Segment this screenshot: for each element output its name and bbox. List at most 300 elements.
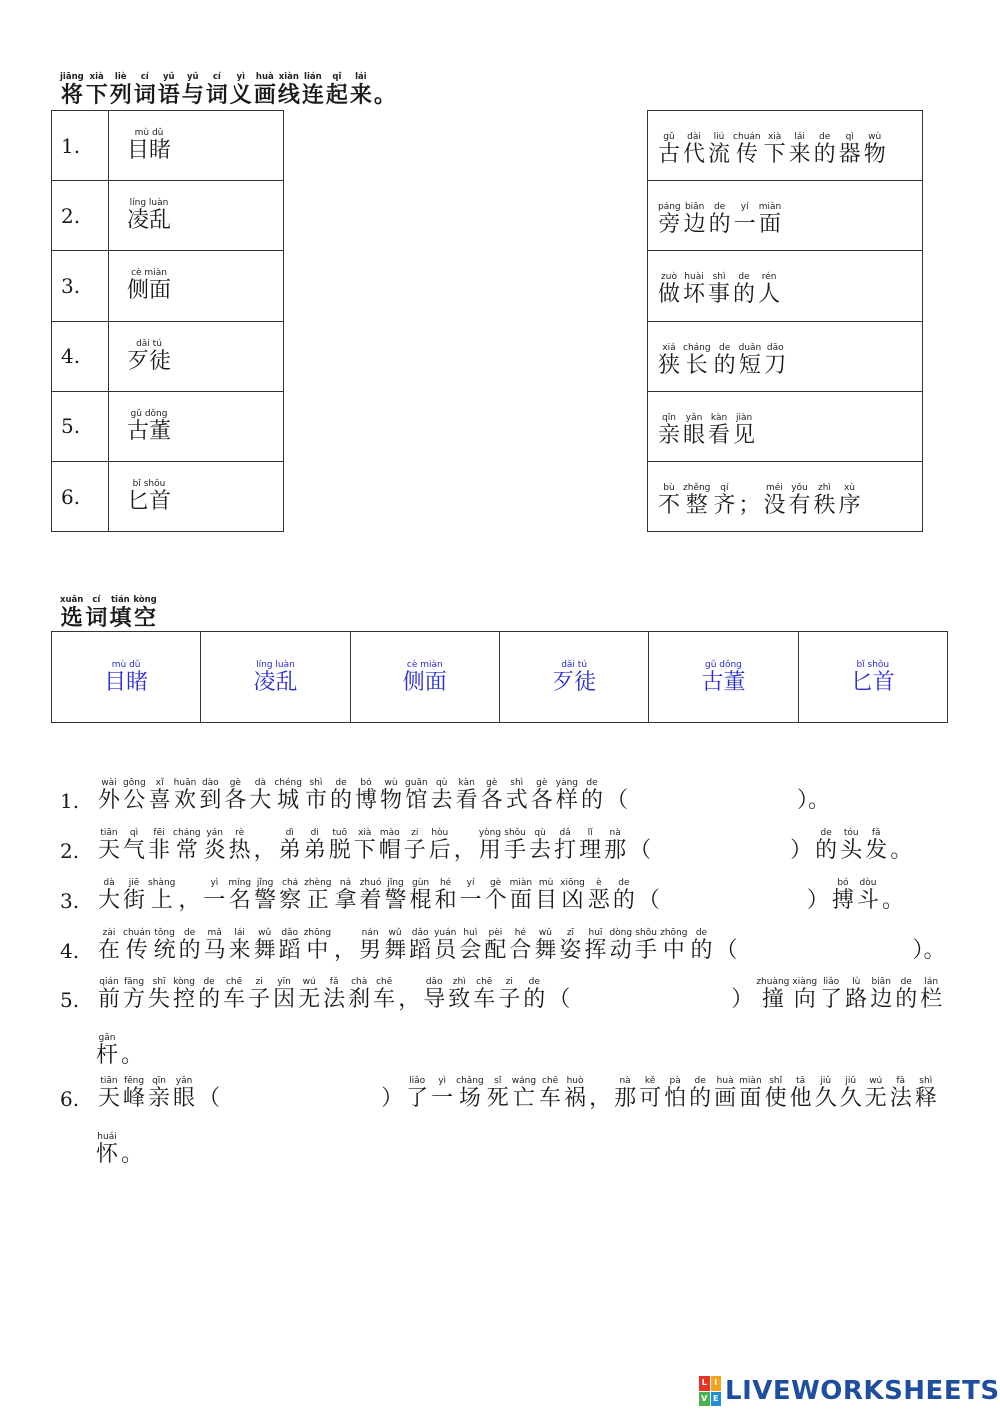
pinyin: miàn bbox=[739, 1076, 762, 1086]
answer-blank[interactable]: （ bbox=[548, 987, 571, 1012]
pinyin: xiàng bbox=[792, 977, 818, 987]
pinyin: lián bbox=[304, 72, 322, 82]
ruby-char bbox=[374, 72, 396, 107]
ruby-char bbox=[230, 72, 252, 107]
hanzi: 死 bbox=[486, 1086, 509, 1111]
hanzi: ， bbox=[334, 938, 357, 963]
ruby-char bbox=[857, 878, 879, 913]
hanzi: 空 bbox=[134, 605, 157, 631]
hanzi: 法 bbox=[889, 1086, 912, 1111]
ruby-char bbox=[683, 343, 711, 378]
term-row[interactable] bbox=[52, 251, 284, 321]
definition-cell bbox=[648, 251, 923, 321]
pinyin: qīn bbox=[662, 412, 676, 423]
hanzi: 去 bbox=[529, 838, 552, 863]
hanzi: 见 bbox=[733, 422, 756, 448]
hanzi: 歹徒 bbox=[552, 669, 597, 695]
term-cell bbox=[109, 181, 284, 251]
pinyin: xù bbox=[843, 483, 855, 494]
hanzi: 语 bbox=[157, 82, 180, 108]
hanzi: 舞 bbox=[253, 938, 276, 963]
pinyin: pèi bbox=[488, 928, 503, 938]
ruby-char bbox=[373, 977, 395, 1012]
term-word bbox=[127, 128, 171, 163]
ruby-char bbox=[149, 778, 171, 813]
hanzi: 车 bbox=[539, 1086, 562, 1111]
ruby-char bbox=[360, 878, 382, 913]
pinyin: kàn bbox=[710, 412, 728, 423]
pinyin: pà bbox=[669, 1076, 681, 1086]
hanzi: 市 bbox=[304, 788, 327, 813]
ruby-char bbox=[581, 778, 603, 813]
pinyin: chē bbox=[376, 977, 393, 987]
pinyin: cí bbox=[92, 595, 101, 605]
pinyin: dǎo bbox=[281, 928, 299, 938]
pinyin: miàn bbox=[758, 202, 782, 213]
pinyin: liè bbox=[114, 72, 127, 82]
hanzi: 发 bbox=[865, 838, 888, 863]
definition-cell bbox=[648, 111, 923, 181]
term-row[interactable] bbox=[52, 181, 284, 251]
pinyin: tǒng bbox=[154, 928, 175, 938]
pinyin: jiǔ bbox=[845, 1076, 857, 1086]
ruby-char bbox=[110, 72, 132, 107]
bank-word bbox=[253, 660, 297, 695]
pinyin: chē bbox=[476, 977, 493, 987]
sentence-5 bbox=[60, 977, 942, 1012]
hanzi: 前 bbox=[98, 987, 121, 1012]
ruby-char bbox=[123, 928, 151, 963]
ruby-char bbox=[60, 72, 84, 107]
ruby-char bbox=[733, 413, 755, 448]
hanzi: 目睹 bbox=[127, 138, 172, 164]
ruby-char bbox=[882, 878, 904, 913]
ruby-char bbox=[840, 828, 862, 863]
hanzi: 弟 bbox=[278, 838, 301, 863]
pinyin: yì bbox=[210, 878, 219, 888]
term-row[interactable] bbox=[52, 321, 284, 391]
pinyin: jiē bbox=[128, 878, 140, 888]
hanzi: 上 bbox=[150, 888, 173, 913]
hanzi: 的 bbox=[815, 838, 838, 863]
term-row[interactable] bbox=[52, 111, 284, 181]
hanzi: 凌乱 bbox=[127, 208, 172, 234]
hanzi: 。 bbox=[121, 1043, 144, 1068]
pinyin: xiá bbox=[662, 342, 676, 353]
ruby-char bbox=[658, 413, 680, 448]
bank-word bbox=[403, 660, 447, 695]
pinyin: shǐ bbox=[769, 1076, 783, 1086]
hanzi: 久 bbox=[839, 1086, 862, 1111]
pinyin: dǎ bbox=[559, 828, 571, 838]
hanzi: 法 bbox=[323, 987, 346, 1012]
ruby-char bbox=[298, 977, 320, 1012]
sentence-number: 4. bbox=[60, 939, 80, 963]
pinyin: jiǔ bbox=[820, 1076, 832, 1086]
pinyin: yí bbox=[466, 878, 475, 888]
ruby-char bbox=[385, 878, 407, 913]
hanzi: 人 bbox=[758, 282, 781, 308]
hanzi: 欢 bbox=[173, 788, 196, 813]
ruby-char bbox=[123, 778, 146, 813]
ruby-char bbox=[384, 928, 406, 963]
ruby-char bbox=[206, 72, 228, 107]
pinyin: zài bbox=[102, 928, 116, 938]
ruby-char bbox=[173, 977, 195, 1012]
ruby-char bbox=[60, 595, 83, 630]
hanzi: 棍 bbox=[409, 888, 432, 913]
hanzi: 那 bbox=[614, 1086, 637, 1111]
pinyin: ná bbox=[339, 878, 352, 888]
pinyin: hòu bbox=[431, 828, 449, 838]
pinyin: jǐng bbox=[256, 878, 274, 888]
ruby-char bbox=[121, 1132, 143, 1167]
hanzi: 古董 bbox=[701, 669, 746, 695]
pinyin: xià bbox=[358, 828, 372, 838]
pinyin: qì bbox=[129, 828, 139, 838]
answer-blank[interactable]: （ bbox=[198, 1086, 221, 1111]
ruby-char bbox=[223, 977, 245, 1012]
ruby-char bbox=[792, 977, 817, 1012]
ruby-char bbox=[635, 928, 657, 963]
pinyin: de bbox=[738, 272, 750, 283]
hanzi: 因 bbox=[273, 987, 296, 1012]
pinyin: gùn bbox=[411, 878, 430, 888]
hanzi: 搏 bbox=[831, 888, 854, 913]
hanzi: 员 bbox=[434, 938, 457, 963]
hanzi: 来 bbox=[788, 142, 811, 168]
pinyin: méi bbox=[766, 483, 783, 494]
sentence-text bbox=[98, 977, 942, 1012]
pinyin: de bbox=[528, 977, 540, 987]
pinyin: bǐ shǒu bbox=[856, 659, 890, 670]
ruby-char bbox=[355, 778, 377, 813]
definition-row[interactable] bbox=[648, 251, 923, 321]
ruby-char bbox=[350, 72, 372, 107]
pinyin: dǎo bbox=[425, 977, 443, 987]
hanzi: 炎 bbox=[203, 838, 226, 863]
ruby-char bbox=[484, 928, 506, 963]
ruby-char bbox=[98, 1076, 120, 1111]
sentence-2 bbox=[60, 828, 912, 863]
pinyin: qì bbox=[845, 132, 854, 143]
hanzi: 可 bbox=[639, 1086, 662, 1111]
word-bank-option[interactable] bbox=[649, 632, 798, 723]
ruby-char bbox=[815, 828, 837, 863]
pinyin: cí bbox=[140, 72, 149, 82]
ruby-char bbox=[229, 928, 251, 963]
ruby-char bbox=[683, 413, 705, 448]
definition-text bbox=[658, 483, 861, 518]
word-bank-option[interactable] bbox=[52, 632, 201, 723]
hanzi: 路 bbox=[845, 987, 868, 1012]
term-number: 5. bbox=[52, 391, 109, 461]
pinyin: huà bbox=[716, 1076, 734, 1086]
pinyin: huà bbox=[255, 72, 274, 82]
pinyin: shì bbox=[309, 778, 323, 788]
pinyin: kòng bbox=[133, 595, 157, 605]
hanzi: 来 bbox=[349, 82, 372, 108]
pinyin: zhì bbox=[818, 483, 831, 494]
hanzi: 一 bbox=[431, 1086, 454, 1111]
pinyin: yí bbox=[740, 202, 749, 213]
hanzi: 流 bbox=[708, 142, 731, 168]
hanzi: 词 bbox=[133, 82, 156, 108]
ruby-char bbox=[584, 928, 606, 963]
ruby-char bbox=[734, 202, 756, 237]
ruby-char bbox=[815, 1076, 837, 1111]
term-number: 3. bbox=[52, 251, 109, 321]
ruby-char bbox=[639, 1076, 661, 1111]
pinyin: sǐ bbox=[494, 1076, 502, 1086]
hanzi: ） bbox=[381, 1086, 404, 1111]
pinyin: cè miàn bbox=[406, 659, 443, 670]
sentence-3 bbox=[60, 878, 904, 913]
pinyin: lái bbox=[355, 72, 367, 82]
definition-row[interactable] bbox=[648, 181, 923, 251]
pinyin: cháng bbox=[683, 342, 711, 353]
pinyin: zhěng bbox=[683, 483, 711, 494]
word-bank-option[interactable] bbox=[798, 632, 947, 723]
pinyin: xiàn bbox=[278, 72, 299, 82]
word-bank-option[interactable] bbox=[350, 632, 499, 723]
hanzi: 弟 bbox=[303, 838, 326, 863]
word-bank-option[interactable] bbox=[499, 632, 648, 723]
pinyin: lái bbox=[794, 132, 805, 143]
term-cell bbox=[109, 461, 284, 531]
ruby-char bbox=[199, 778, 221, 813]
pinyin: zi bbox=[505, 977, 513, 987]
ruby-char bbox=[148, 878, 175, 913]
hanzi: 长 bbox=[685, 352, 708, 378]
hanzi: 无 bbox=[298, 987, 321, 1012]
pinyin: de bbox=[819, 132, 831, 143]
hanzi: 样 bbox=[555, 788, 578, 813]
ruby-char bbox=[814, 132, 836, 167]
ruby-char bbox=[865, 828, 887, 863]
pinyin: jiàn bbox=[735, 412, 753, 423]
term-cell bbox=[109, 391, 284, 461]
ruby-char bbox=[790, 1076, 812, 1111]
pinyin: nà bbox=[609, 828, 621, 838]
hanzi: 做 bbox=[658, 282, 681, 308]
ruby-char bbox=[684, 202, 706, 237]
ruby-char bbox=[763, 483, 785, 518]
hanzi: 传 bbox=[125, 938, 148, 963]
term-row[interactable] bbox=[52, 461, 284, 531]
logo-badge-i: I bbox=[711, 1376, 722, 1391]
pinyin: qián bbox=[99, 977, 119, 987]
ruby-char bbox=[304, 828, 326, 863]
liveworksheets-logo bbox=[699, 1376, 1000, 1406]
hanzi: 致 bbox=[448, 987, 471, 1012]
bank-word bbox=[851, 660, 895, 695]
hanzi: 蹈 bbox=[278, 938, 301, 963]
ruby-char bbox=[431, 778, 453, 813]
hanzi: ， bbox=[589, 1086, 612, 1111]
hanzi: 的 bbox=[813, 142, 836, 168]
pinyin: tiān bbox=[100, 828, 118, 838]
answer-blank[interactable]: （ bbox=[606, 788, 629, 813]
ruby-char bbox=[738, 483, 760, 518]
ruby-char bbox=[832, 878, 854, 913]
ruby-char bbox=[915, 1076, 937, 1111]
hanzi: 车 bbox=[473, 987, 496, 1012]
hanzi: 理 bbox=[579, 838, 602, 863]
ruby-char bbox=[790, 828, 812, 863]
hanzi: 代 bbox=[683, 142, 706, 168]
ruby-char bbox=[248, 977, 270, 1012]
pinyin: dào bbox=[201, 778, 219, 788]
answer-blank[interactable]: （ bbox=[715, 938, 738, 963]
definition-text bbox=[658, 132, 886, 167]
answer-blank[interactable]: （ bbox=[629, 838, 652, 863]
hanzi: ） bbox=[806, 888, 829, 913]
pinyin: fēi bbox=[153, 828, 165, 838]
hanzi: 的 bbox=[198, 987, 221, 1012]
pinyin: qí bbox=[720, 483, 729, 494]
hanzi: 车 bbox=[373, 987, 396, 1012]
pinyin: qù bbox=[534, 828, 546, 838]
hanzi: 了 bbox=[820, 987, 843, 1012]
ruby-char bbox=[454, 828, 476, 863]
hanzi: 看 bbox=[708, 422, 731, 448]
answer-blank[interactable]: （ bbox=[637, 888, 660, 913]
ruby-char bbox=[109, 595, 131, 630]
pinyin: huān bbox=[173, 778, 197, 788]
definition-row[interactable] bbox=[648, 111, 923, 181]
hanzi: 目 bbox=[535, 888, 558, 913]
hanzi: 车 bbox=[223, 987, 246, 1012]
ruby-char bbox=[381, 1076, 403, 1111]
ruby-char bbox=[579, 828, 601, 863]
pinyin: shì bbox=[510, 778, 524, 788]
hanzi: 事 bbox=[708, 282, 731, 308]
hanzi: 线 bbox=[277, 82, 300, 108]
pinyin: huì bbox=[463, 928, 478, 938]
ruby-char bbox=[254, 878, 276, 913]
hanzi: 侧面 bbox=[402, 669, 447, 695]
hanzi: 面 bbox=[739, 1086, 762, 1111]
ruby-char bbox=[410, 878, 432, 913]
hanzi: 喜 bbox=[148, 788, 171, 813]
ruby-char bbox=[788, 483, 810, 518]
pinyin: mù dǔ bbox=[111, 659, 141, 670]
terms-table bbox=[51, 110, 284, 532]
ruby-char bbox=[123, 1076, 145, 1111]
hanzi: 馆 bbox=[405, 788, 428, 813]
hanzi: ， bbox=[398, 987, 421, 1012]
definition-row[interactable] bbox=[648, 391, 923, 461]
pinyin: kòng bbox=[173, 977, 195, 987]
ruby-char bbox=[660, 928, 687, 963]
logo-badge-v: V bbox=[699, 1392, 710, 1407]
pinyin: wù bbox=[868, 132, 882, 143]
ruby-char bbox=[813, 483, 835, 518]
ruby-char bbox=[123, 977, 145, 1012]
term-word bbox=[127, 268, 171, 303]
hanzi: 的 bbox=[895, 987, 918, 1012]
pinyin: chéng bbox=[274, 778, 302, 788]
hanzi: 斗 bbox=[856, 888, 879, 913]
pinyin: chà bbox=[351, 977, 368, 987]
pinyin: de bbox=[820, 828, 832, 838]
hanzi: 马 bbox=[203, 938, 226, 963]
ruby-char bbox=[348, 977, 370, 1012]
pinyin: wáng bbox=[511, 1076, 537, 1086]
ruby-char bbox=[714, 343, 736, 378]
hanzi: 边 bbox=[683, 212, 706, 238]
ruby-char bbox=[473, 977, 495, 1012]
pinyin: xǐ bbox=[155, 778, 164, 788]
hanzi: 歹徒 bbox=[127, 348, 172, 374]
pinyin: tuō bbox=[332, 828, 348, 838]
hanzi: 下 bbox=[353, 838, 376, 863]
pinyin: zī bbox=[566, 928, 575, 938]
definition-row[interactable] bbox=[648, 321, 923, 391]
term-word bbox=[127, 198, 171, 233]
pinyin: dòng bbox=[609, 928, 633, 938]
pinyin: zhì bbox=[452, 977, 466, 987]
ruby-char bbox=[279, 928, 301, 963]
ruby-char bbox=[174, 778, 197, 813]
hanzi: 的 bbox=[523, 987, 546, 1012]
hanzi: 古董 bbox=[127, 418, 172, 444]
pinyin: fǎ bbox=[896, 1076, 906, 1086]
word-bank-option[interactable] bbox=[201, 632, 350, 723]
hanzi: 会 bbox=[459, 938, 482, 963]
pinyin: tiān bbox=[100, 1076, 118, 1086]
pinyin: bó bbox=[360, 778, 372, 788]
pinyin: tā bbox=[796, 1076, 806, 1086]
ruby-char bbox=[329, 828, 351, 863]
definition-text bbox=[658, 272, 780, 307]
hanzi: 男 bbox=[359, 938, 382, 963]
pinyin: cè miàn bbox=[131, 268, 167, 279]
ruby-char bbox=[845, 977, 867, 1012]
pinyin: fǎ bbox=[871, 828, 881, 838]
ruby-char bbox=[613, 878, 635, 913]
definitions-table bbox=[647, 110, 923, 532]
pinyin: shǒu bbox=[635, 928, 657, 938]
ruby-char bbox=[434, 928, 456, 963]
sentence-1 bbox=[60, 778, 830, 813]
hanzi: 。 bbox=[881, 888, 904, 913]
word-bank bbox=[51, 631, 948, 723]
bank-word bbox=[104, 660, 148, 695]
hanzi: 导 bbox=[423, 987, 446, 1012]
sentence-text bbox=[98, 878, 904, 913]
ruby-char bbox=[254, 928, 276, 963]
definition-cell bbox=[648, 391, 923, 461]
ruby-char bbox=[254, 828, 276, 863]
hanzi: 中 bbox=[306, 938, 329, 963]
ruby-char bbox=[204, 928, 226, 963]
ruby-char bbox=[380, 778, 402, 813]
hanzi: 城 bbox=[277, 788, 300, 813]
hanzi: 公 bbox=[123, 788, 146, 813]
sentence-continuation bbox=[96, 1124, 143, 1167]
ruby-char bbox=[539, 1076, 561, 1111]
ruby-char bbox=[98, 878, 120, 913]
term-row[interactable] bbox=[52, 391, 284, 461]
pinyin: xuǎn bbox=[60, 595, 84, 605]
ruby-char bbox=[531, 778, 553, 813]
definition-row[interactable] bbox=[648, 461, 923, 531]
hanzi: 个 bbox=[484, 888, 507, 913]
pinyin: xià bbox=[767, 132, 782, 143]
hanzi: 祸 bbox=[564, 1086, 587, 1111]
